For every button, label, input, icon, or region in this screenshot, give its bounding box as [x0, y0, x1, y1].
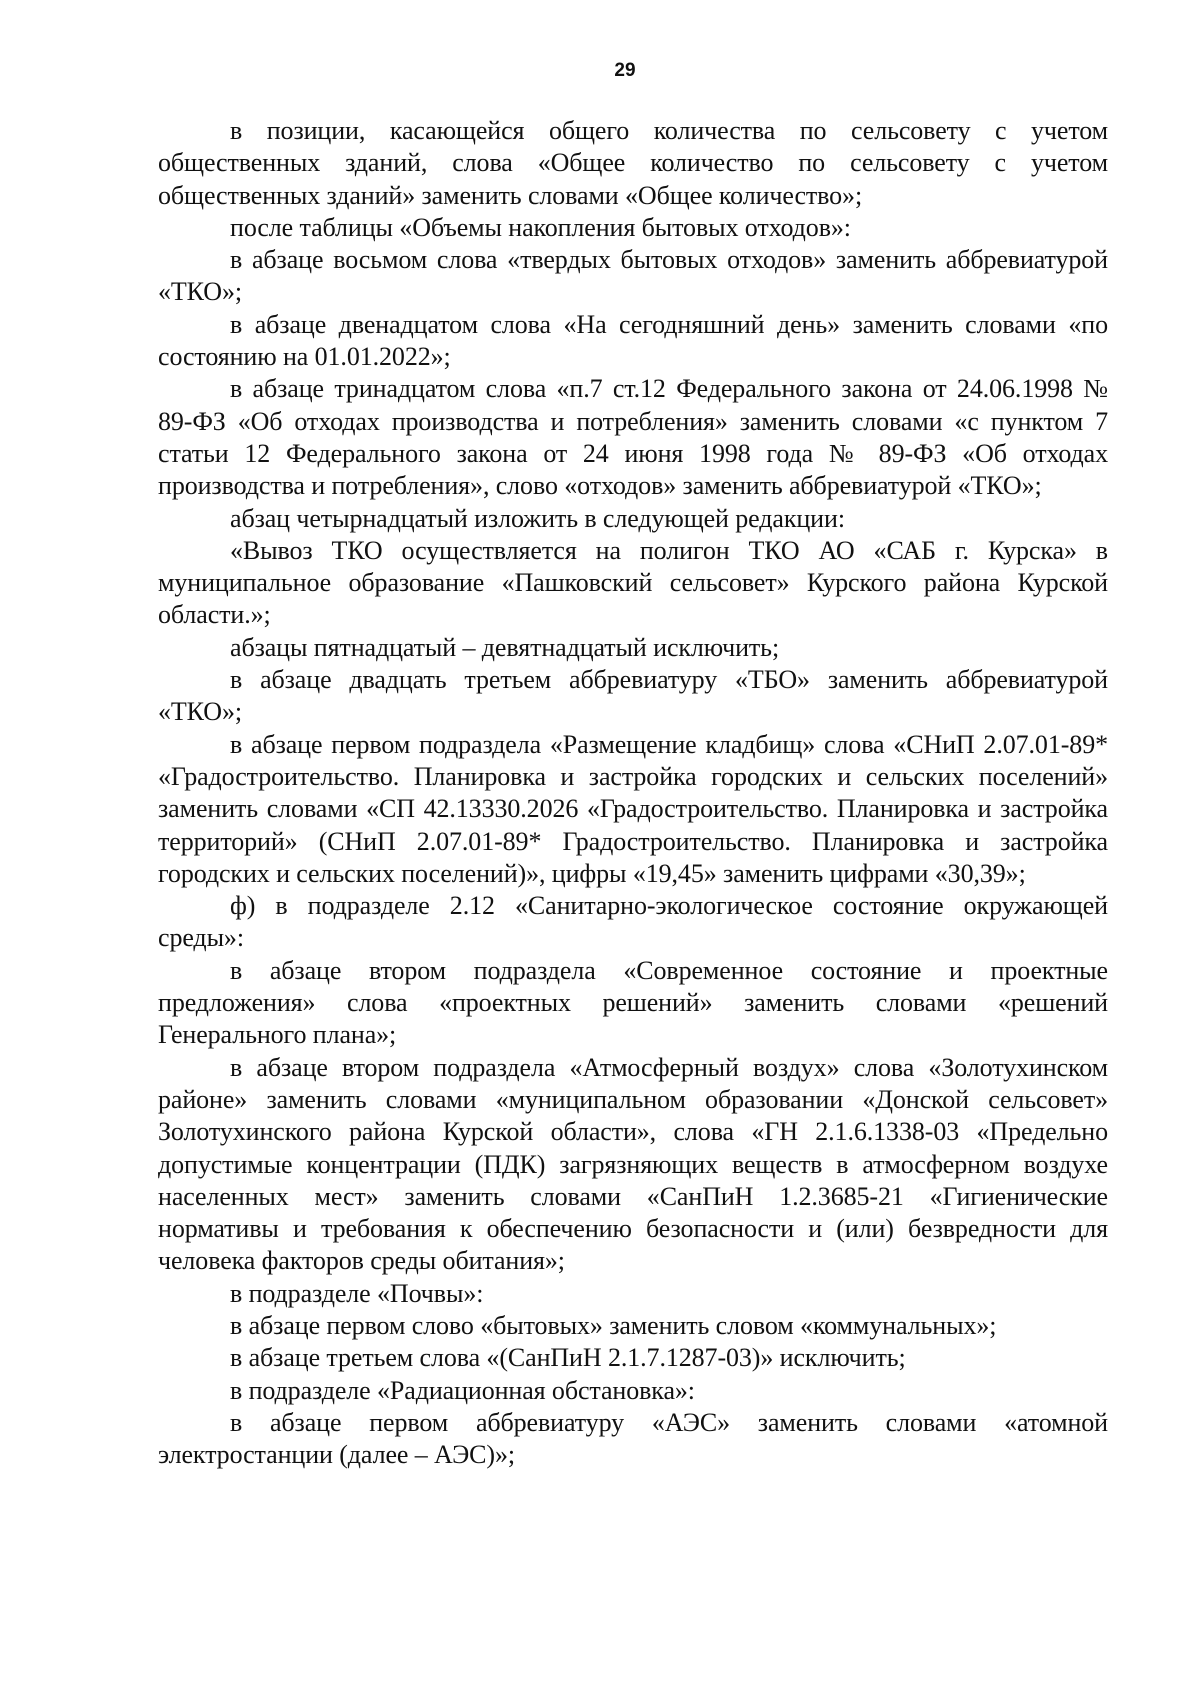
paragraph: в абзаце втором подраздела «Современное состояние и проектные предложения» слова «проектных решений» заменить словами «решений Генерального плана»;	[158, 955, 1108, 1050]
paragraph: ф) в подразделе 2.12 «Санитарно-экологическое состояние окружающей среды»:	[158, 891, 1108, 953]
paragraph: «Вывоз ТКО осуществляется на полигон ТКО АО «САБ г. Курска» в муниципальное образование «Пашковский сельсовет» Курского района Курской области.»;	[158, 535, 1108, 630]
paragraph: в подразделе «Почвы»:	[230, 1278, 484, 1308]
paragraph: в абзаце тринадцатом слова «п.7 ст.12 Федерального закона от 24.06.1998 № 89-ФЗ «Об отходах производства и потребления» заменить словами «с пунктом 7 статьи 12 Федерального закона от 24 июня 1998 года № 89-ФЗ «Об отходах производства и потребления», слово «отходов» заменить аббревиатурой «ТКО»;	[158, 374, 1108, 501]
paragraph: в абзаце втором подраздела «Атмосферный воздух» слова «Золотухинском районе» заменить словами «муниципальном образовании «Донской сельсовет» Золотухинского района Курской области», слова «ГН 2.1.6.1338-03 «Предельно допустимые концентрации (ПДК) загрязняющих веществ в атмосферном воздухе населенных мест» заменить словами «СанПиН 1.2.3685-21 «Гигиенические нормативы и требования к обеспечению безопасности и (или) безвредности для человека факторов среды обитания»;	[158, 1052, 1108, 1276]
paragraph: в абзаце восьмом слова «твердых бытовых отходов» заменить аббревиатурой «ТКО»;	[158, 245, 1108, 307]
paragraph: в абзаце двадцать третьем аббревиатуру «ТБО» заменить аббревиатурой «ТКО»;	[158, 665, 1108, 727]
paragraph: абзац четырнадцатый изложить в следующей редакции:	[230, 503, 845, 533]
paragraph: абзацы пятнадцатый – девятнадцатый исключить;	[230, 632, 780, 662]
paragraph: после таблицы «Объемы накопления бытовых отходов»:	[230, 212, 851, 242]
paragraph: в абзаце первом аббревиатуру «АЭС» заменить словами «атомной электростанции (далее – АЭС)»;	[158, 1407, 1108, 1470]
paragraph: в абзаце двенадцатом слова «На сегодняшний день» заменить словами «по состоянию на 01.01.2022»;	[158, 309, 1108, 372]
paragraph: в абзаце первом подраздела «Размещение кладбищ» слова «СНиП 2.07.01-89* «Градостроительство. Планировка и застройка городских и сельских поселений» заменить словами «СП 42.13330.2026 «Градостроительство. Планировка и застройка территорий» (СНиП 2.07.01-89* Градостроительство. Планировка и застройка городских и сельских поселений)», цифры «19,45» заменить цифрами «30,39»;	[158, 729, 1108, 888]
paragraph: в позиции, касающейся общего количества по сельсовету с учетом общественных зданий, слова «Общее количество по сельсовету с учетом общественных зданий» заменить словами «Общее количество»;	[158, 116, 1108, 210]
paragraph: в подразделе «Радиационная обстановка»:	[230, 1375, 695, 1405]
paragraph: в абзаце третьем слова «(СанПиН 2.1.7.1287-03)» исключить;	[230, 1343, 906, 1373]
paragraph: в абзаце первом слово «бытовых» заменить словом «коммунальных»;	[230, 1310, 997, 1340]
document-body	[158, 115, 1108, 1471]
page-number: 29	[614, 60, 636, 81]
